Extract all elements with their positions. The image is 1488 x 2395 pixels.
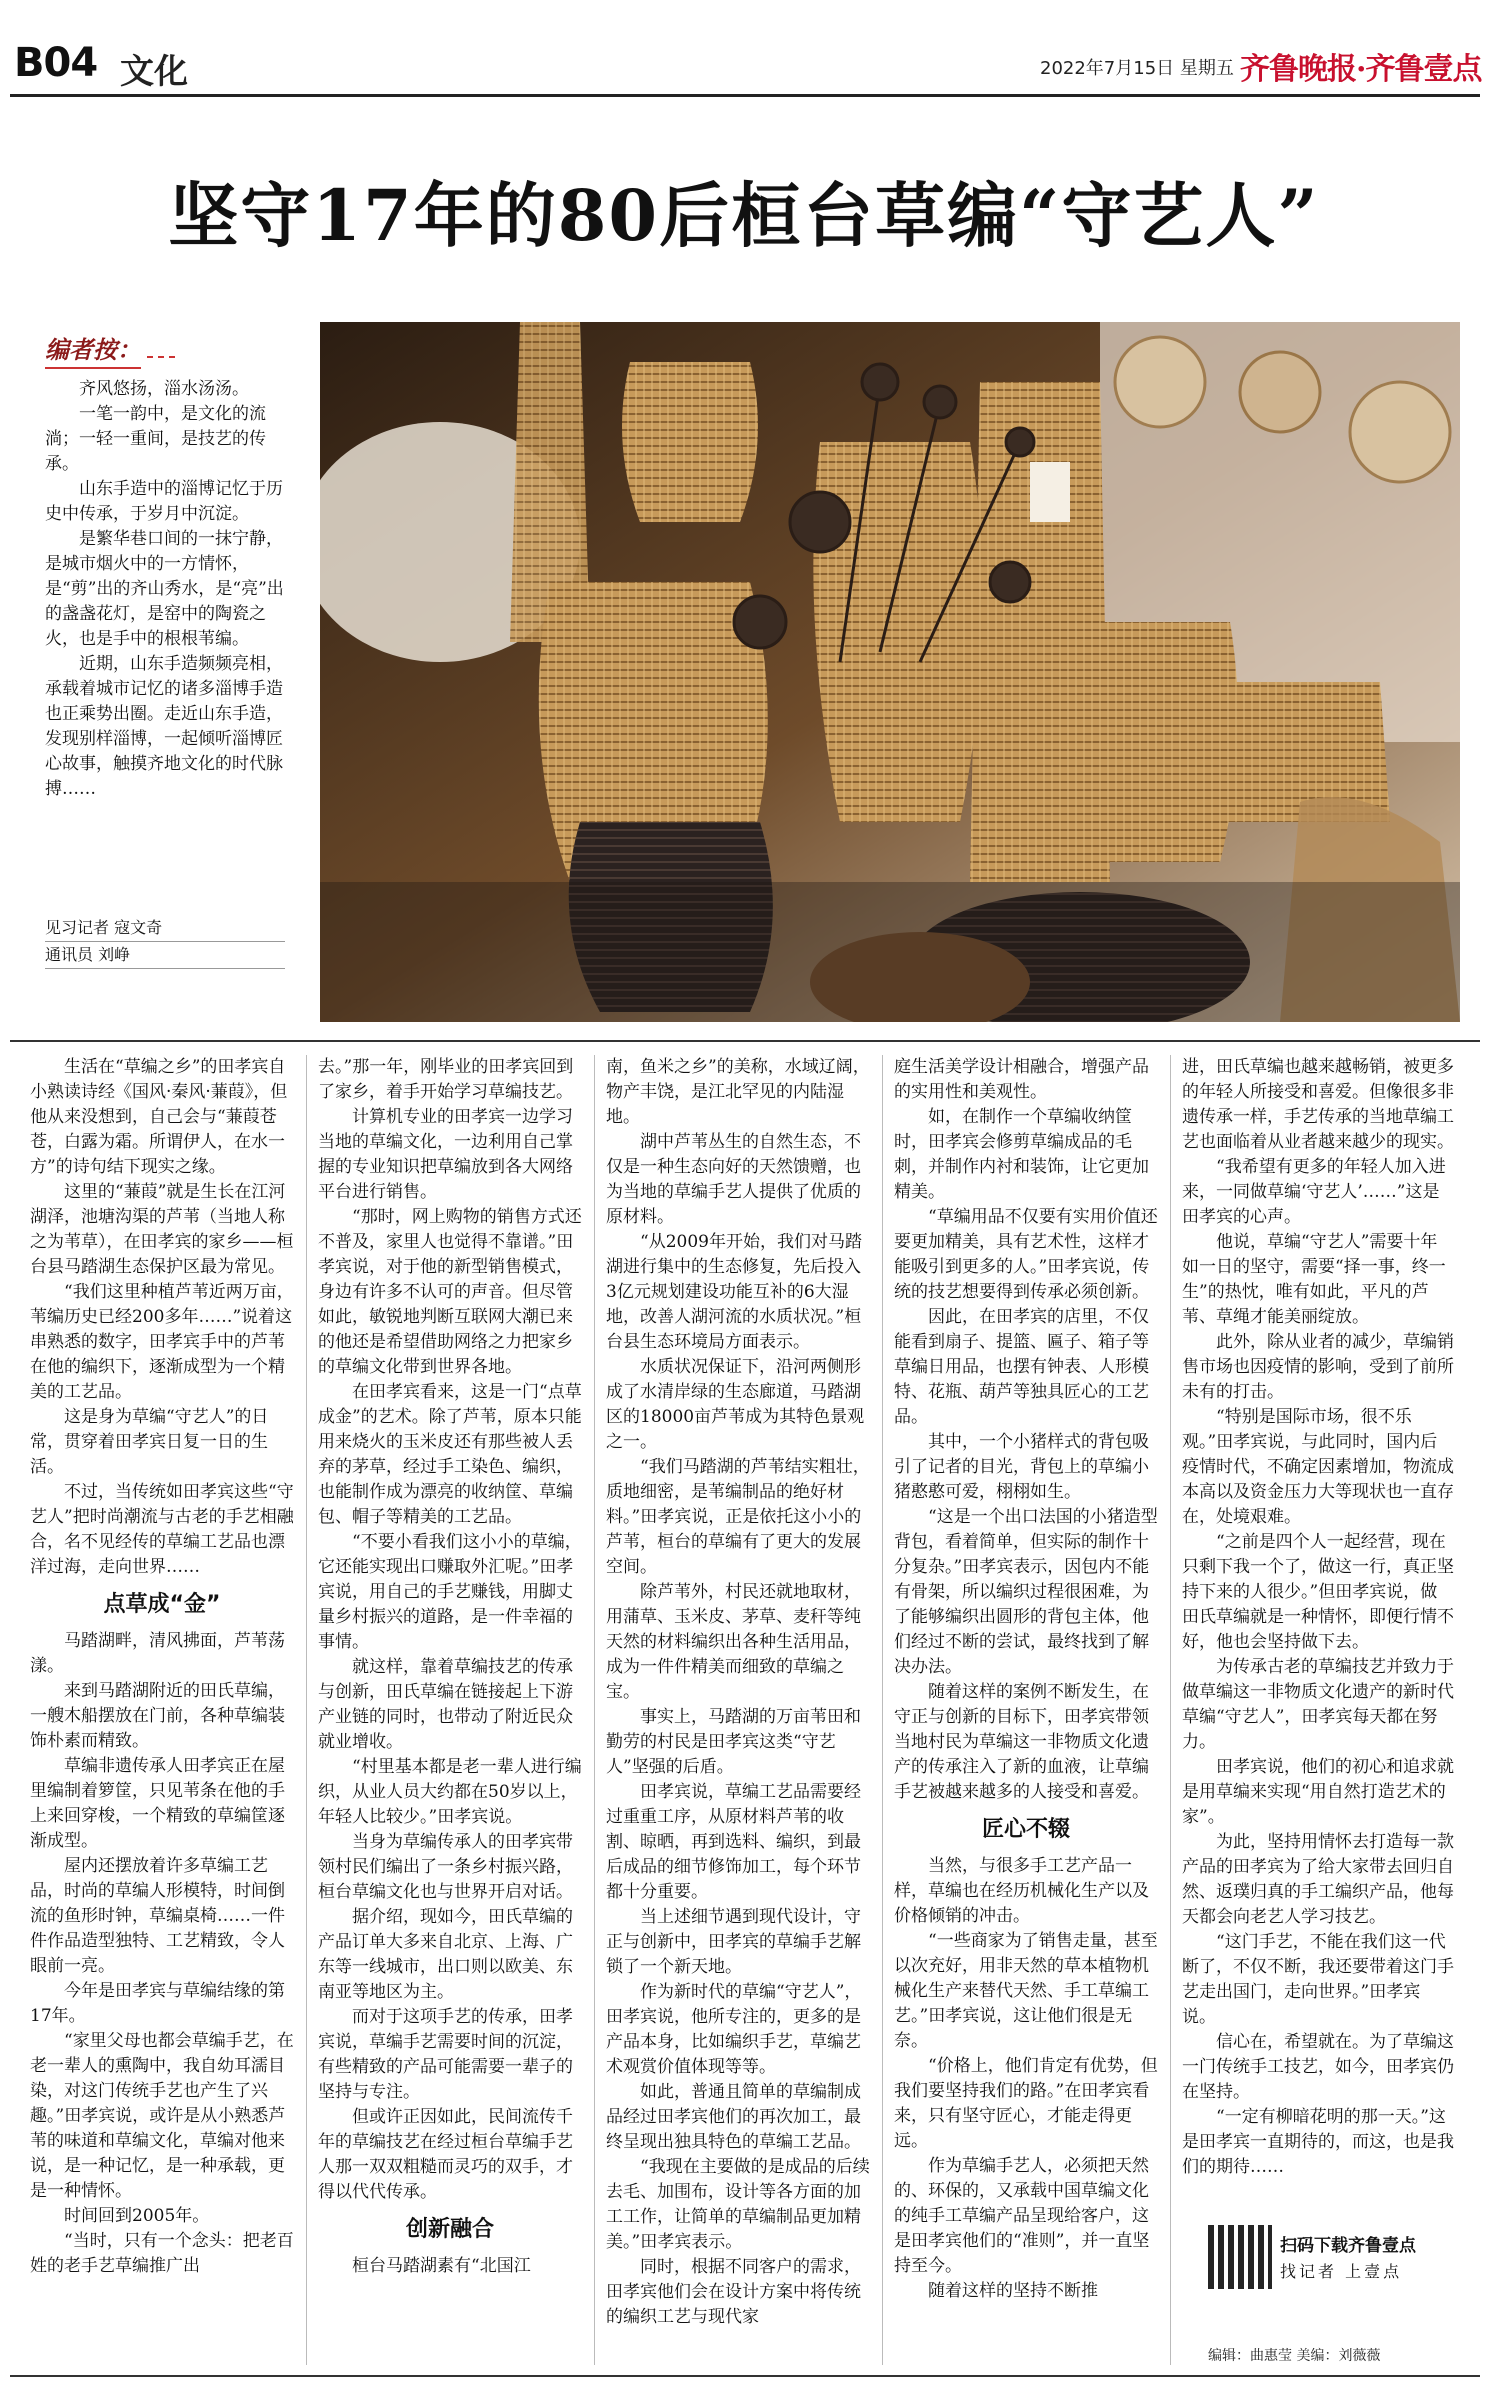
article-paragraph: 马踏湖畔，清风拂面，芦苇荡漾。 (30, 1631, 285, 1676)
reporter-credit: 见习记者 寇文奇 (45, 915, 285, 942)
article-paragraph: 湖中芦苇丛生的自然生态，不仅是一种生态向好的天然馈赠，也为当地的草编手艺人提供了优质的原材料。 (606, 1132, 861, 1227)
article-paragraph: 如，在制作一个草编收纳筐时，田孝宾会修剪草编成品的毛刺，并制作内衬和装饰，让它更加精美。 (894, 1107, 1149, 1202)
article-paragraph: “村里基本都是老一辈人进行编织，从业人员大约都在50岁以上，年轻人比较少。”田孝宾说。 (318, 1757, 582, 1827)
article-paragraph: 屋内还摆放着许多草编工艺品，时尚的草编人形模特，时间倒流的鱼形时钟，草编桌椅……一件件作品造型独特、工艺精致，令人眼前一亮。 (30, 1856, 285, 1976)
column-divider (1170, 1055, 1171, 2365)
article-paragraph: 当身为草编传承人的田孝宾带领村民们编出了一条乡村振兴路，桓台草编文化也与世界开启对话。 (318, 1832, 573, 1902)
editor-note-paragraph: 近期，山东手造频频亮相，承载着城市记忆的诸多淄博手造也正乘势出圈。走近山东手造，发现别样淄博，一起倾听淄博匠心故事，触摸齐地文化的时代脉搏…… (45, 654, 283, 799)
article-column-2 (318, 1055, 582, 2279)
section-name: 文化 (120, 52, 188, 92)
article-paragraph: 这里的“蒹葭”就是生长在江河湖泽，池塘沟渠的芦苇（当地人称之为苇草），在田孝宾的家乡——桓台县马踏湖生态保护区最为常见。 (30, 1182, 294, 1277)
article-paragraph: 当上述细节遇到现代设计，守正与创新中，田孝宾的草编手艺解锁了一个新天地。 (606, 1907, 861, 1977)
article-paragraph: 因此，在田孝宾的店里，不仅能看到扇子、提篮、匾子、箱子等草编日用品，也摆有钟表、人形模特、花瓶、葫芦等独具匠心的工艺品。 (894, 1307, 1149, 1427)
article-paragraph: 庭生活美学设计相融合，增强产品的实用性和美观性。 (894, 1057, 1149, 1102)
article-paragraph: 而对于这项手艺的传承，田孝宾说，草编手艺需要时间的沉淀，有些精致的产品可能需要一辈子的坚持与专注。 (318, 2007, 573, 2102)
article-paragraph: 生活在“草编之乡”的田孝宾自小熟读诗经《国风·秦风·蒹葭》，但他从来没想到，自己会与“蒹葭苍苍，白露为霜。所谓伊人，在水一方”的诗句结下现实之缘。 (30, 1057, 288, 1177)
article-column-1 (30, 1055, 294, 2279)
article-paragraph: 作为草编手艺人，必须把天然的、环保的，又承载中国草编文化的纯手工草编产品呈现给客户，这是田孝宾他们的“准则”，并一直坚持至今。 (894, 2156, 1150, 2276)
article-photo (320, 322, 1460, 1022)
article-paragraph: “我们这里种植芦苇近两万亩，苇编历史已经200多年……”说着这串熟悉的数字，田孝宾手中的芦苇在他的编织下，逐渐成型为一个精美的工艺品。 (30, 1282, 294, 1402)
editor-note-paragraph: 一笔一韵中，是文化的流淌；一轻一重间，是技艺的传承。 (45, 404, 266, 474)
article-paragraph: 这是身为草编“守艺人”的日常，贯穿着田孝宾日复一日的生活。 (30, 1407, 269, 1477)
article-paragraph: 据介绍，现如今，田氏草编的产品订单大多来自北京、上海、广东等一线城市，出口则以欧美、东南亚等地区为主。 (318, 1907, 573, 2002)
article-paragraph: 此外，除从业者的减少，草编销售市场也因疫情的影响，受到了前所未有的打击。 (1182, 1332, 1454, 1402)
qr-title: 扫码下载齐鲁壹点 (1280, 2236, 1416, 2256)
article-paragraph: 计算机专业的田孝宾一边学习当地的草编文化，一边利用自己掌握的专业知识把草编放到各大网络平台进行销售。 (318, 1107, 573, 1202)
article-paragraph: “不要小看我们这小小的草编，它还能实现出口赚取外汇呢。”田孝宾说，用自己的手艺赚钱，用脚丈量乡村振兴的道路，是一件幸福的事情。 (318, 1532, 582, 1652)
article-paragraph: “一些商家为了销售走量，甚至以次充好，用非天然的草本植物机械化生产来替代天然、手工草编工艺。”田孝宾说，这让他们很是无奈。 (894, 1931, 1158, 2051)
article-paragraph: 信心在，希望就在。为了草编这一门传统手工技艺，如今，田孝宾仍在坚持。 (1182, 2032, 1454, 2102)
article-paragraph: 随着这样的坚持不断推 (928, 2281, 1098, 2301)
article-paragraph: “我们马踏湖的芦苇结实粗壮，质地细密，是苇编制品的绝好材料。”田孝宾说，正是依托这小小的芦苇，桓台的草编有了更大的发展空间。 (606, 1457, 870, 1577)
editor-note-label: 编者按： (45, 330, 141, 369)
qr-code-icon[interactable] (1208, 2225, 1272, 2289)
article-paragraph: 他说，草编“守艺人”需要十年如一日的坚守，需要“择一事，终一生”的热忱，唯有如此，平凡的芦苇、草绳才能美丽绽放。 (1182, 1232, 1446, 1327)
qr-subtitle: 找记者 上壹点 (1280, 2262, 1403, 2281)
article-paragraph: 除芦苇外，村民还就地取材，用蒲草、玉米皮、茅草、麦秆等纯天然的材料编织出各种生活用品，成为一件件精美而细致的草编之宝。 (606, 1582, 861, 1702)
editor-note-paragraph: 是繁华巷口间的一抹宁静，是城市烟火中的一方情怀，是“剪”出的齐山秀水，是“亮”出的盏盏花灯，是窑中的陶瓷之火，也是手中的根根苇编。 (45, 529, 284, 649)
article-column-4 (894, 1055, 1158, 2304)
article-paragraph: 就这样，靠着草编技艺的传承与创新，田氏草编在链接起上下游产业链的同时，也带动了附近民众就业增收。 (318, 1657, 573, 1752)
editor-note-paragraph: 齐风悠扬，淄水汤汤。 (79, 379, 249, 399)
column-divider (882, 1055, 883, 2365)
subheading: 点草成“金” (103, 1592, 221, 1617)
article-paragraph: 不过，当传统如田孝宾这些“守艺人”把时尚潮流与古老的手艺相融合，名不见经传的草编工艺品也漂洋过海，走向世界…… (30, 1482, 294, 1577)
column-divider (594, 1055, 595, 2365)
qr-download-box[interactable] (1208, 2225, 1478, 2315)
subheading: 创新融合 (405, 2217, 494, 2242)
article-paragraph: 南，鱼米之乡”的美称，水域辽阔，物产丰饶，是江北罕见的内陆湿地。 (606, 1057, 870, 1127)
article-paragraph: 田孝宾说，他们的初心和追求就是用草编来实现“用自然打造艺术的家”。 (1182, 1757, 1454, 1827)
column-divider (306, 1055, 307, 2365)
article-paragraph: “一定有柳暗花明的那一天。”这是田孝宾一直期待的，而这，也是我们的期待…… (1182, 2107, 1454, 2177)
page-header (0, 0, 1488, 90)
section-rule (10, 1040, 1480, 1042)
article-paragraph: 来到马踏湖附近的田氏草编，一艘木船摆放在门前，各种草编装饰朴素而精致。 (30, 1681, 285, 1751)
article-paragraph: “我现在主要做的是成品的后续去毛、加围布，设计等各方面的加工工作，让简单的草编制品更加精美。”田孝宾表示。 (606, 2157, 870, 2252)
article-paragraph: 同时，根据不同客户的需求，田孝宾他们会在设计方案中将传统的编织工艺与现代家 (606, 2257, 861, 2327)
article-paragraph: 如此，普通且简单的草编制成品经过田孝宾他们的再次加工，最终呈现出独具特色的草编工艺品。 (606, 2082, 861, 2152)
article-column-3 (606, 1055, 870, 2330)
header-rule (10, 94, 1480, 97)
article-paragraph: 作为新时代的草编“守艺人”，田孝宾说，他所专注的，更多的是产品本身，比如编织手艺，草编艺术观赏价值体现等等。 (606, 1982, 862, 2077)
label-underline (147, 356, 175, 358)
editor-credits: 编辑：曲惠莹 美编：刘薇薇 (1208, 2348, 1381, 2364)
article-headline: 坚守17年的80后桓台草编“守艺人” (168, 174, 1320, 257)
editor-note-paragraph: 山东手造中的淄博记忆于历史中传承，于岁月中沉淀。 (45, 479, 283, 524)
article-paragraph: “特别是国际市场，很不乐观。”田孝宾说，与此同时，国内后疫情时代，不确定因素增加，物流成本高以及资金压力大等现状也一直存在，处境艰难。 (1182, 1407, 1454, 1527)
footer-rule (10, 2375, 1480, 2377)
byline (45, 915, 285, 969)
article-paragraph: 事实上，马踏湖的万亩苇田和勤劳的村民是田孝宾这类“守艺人”坚强的后盾。 (606, 1707, 861, 1777)
article-paragraph: 今年是田孝宾与草编结缘的第17年。 (30, 1981, 285, 2026)
article-paragraph: 时间回到2005年。 (64, 2206, 210, 2226)
article-paragraph: 桓台马踏湖素有“北国江 (352, 2256, 531, 2276)
article-paragraph: “这门手艺，不能在我们这一代断了，不仅不断，我还要带着这门手艺走出国门，走向世界。”田孝宾说。 (1182, 1932, 1454, 2027)
article-paragraph: “这是一个出口法国的小猪造型背包，看着简单，但实际的制作十分复杂。”田孝宾表示，因包内不能有骨架，所以编织过程很困难，为了能够编织出圆形的背包主体，他们经过不断的尝试，最终找到了解决办法。 (894, 1507, 1158, 1677)
editor-note-label-wrap (45, 330, 285, 377)
article-paragraph: “草编用品不仅要有实用价值还要更加精美，具有艺术性，这样才能吸引到更多的人。”田孝宾说，传统的技艺想要得到传承必须创新。 (894, 1207, 1158, 1302)
page-number: B04 (14, 40, 98, 86)
article-paragraph: 在田孝宾看来，这是一门“点草成金”的艺术。除了芦苇，原本只能用来烧火的玉米皮还有那些被人丢弃的茅草，经过手工染色、编织，也能制作成为漂亮的收纳筐、草编包、帽子等精美的工艺品。 (318, 1382, 582, 1527)
article-paragraph: 但或许正因如此，民间流传千年的草编技艺在经过桓台草编手艺人那一双双粗糙而灵巧的双手，才得以代代传承。 (318, 2107, 573, 2202)
editor-note (45, 330, 285, 802)
article-paragraph: 去。”那一年，刚毕业的田孝宾回到了家乡，着手开始学习草编技艺。 (318, 1057, 574, 1102)
article-paragraph: “当时，只有一个念头：把老百姓的老手艺草编推广出 (30, 2231, 294, 2276)
article-column-5 (1182, 1055, 1454, 2180)
article-paragraph: “家里父母也都会草编手艺，在老一辈人的熏陶中，我自幼耳濡目染，对这门传统手艺也产生了兴趣。”田孝宾说，或许是从小熟悉芦苇的味道和草编文化，草编对他来说，是一种记忆，是一种承载，更是一种情怀。 (30, 2031, 294, 2201)
newspaper-logo: 齐鲁晚报·齐鲁壹点 (1240, 52, 1482, 87)
article-paragraph: 水质状况保证下，沿河两侧形成了水清岸绿的生态廊道，马踏湖区的18000亩芦苇成为其特色景观之一。 (606, 1357, 865, 1452)
subheading: 匠心不辍 (981, 1817, 1070, 1842)
article-paragraph: 为传承古老的草编技艺并致力于做草编这一非物质文化遗产的新时代草编“守艺人”，田孝宾每天都在努力。 (1182, 1657, 1454, 1752)
article-paragraph: “那时，网上购物的销售方式还不普及，家里人也觉得不靠谱。”田孝宾说，对于他的新型销售模式，身边有许多不认可的声音。但尽管如此，敏锐地判断互联网大潮已来的他还是希望借助网络之力把家乡的草编文化带到世界各地。 (318, 1207, 582, 1377)
woven-crafts-photo (320, 322, 1460, 1022)
correspondent-credit: 通讯员 刘峥 (45, 942, 285, 969)
article-paragraph: 其中，一个小猪样式的背包吸引了记者的目光，背包上的草编小猪憨憨可爱，栩栩如生。 (894, 1432, 1149, 1502)
article-paragraph: “我希望有更多的年轻人加入进来，一同做草编‘守艺人’……”这是田孝宾的心声。 (1182, 1157, 1446, 1227)
issue-date: 2022年7月15日 星期五 (1040, 58, 1234, 79)
article-paragraph: 随着这样的案例不断发生，在守正与创新的目标下，田孝宾带领当地村民为草编这一非物质文化遗产的传承注入了新的血液，让草编手艺被越来越多的人接受和喜爱。 (894, 1682, 1149, 1802)
article-paragraph: 当然，与很多手工艺产品一样，草编也在经历机械化生产以及价格倾销的冲击。 (894, 1856, 1149, 1926)
article-paragraph: 为此，坚持用情怀去打造每一款产品的田孝宾为了给大家带去回归自然、返璞归真的手工编织产品，他每天都会向老艺人学习技艺。 (1182, 1832, 1454, 1927)
article-paragraph: “价格上，他们肯定有优势，但我们要坚持我们的路。”在田孝宾看来，只有坚守匠心，才能走得更远。 (894, 2056, 1158, 2151)
article-paragraph: 进，田氏草编也越来越畅销，被更多的年轻人所接受和喜爱。但像很多非遗传承一样，手艺传承的当地草编工艺也面临着从业者越来越少的现实。 (1182, 1057, 1454, 1152)
article-paragraph: 田孝宾说，草编工艺品需要经过重重工序，从原材料芦苇的收割、晾晒，再到选料、编织，到最后成品的细节修饰加工，每个环节都十分重要。 (606, 1782, 861, 1902)
article-paragraph: “之前是四个人一起经营，现在只剩下我一个了，做这一行，真正坚持下来的人很少。”但田孝宾说，做田氏草编就是一种情怀，即便行情不好，他也会坚持做下去。 (1182, 1532, 1454, 1652)
article-paragraph: “从2009年开始，我们对马踏湖进行集中的生态修复，先后投入3亿元规划建设功能互补的6大湿地，改善人湖河流的水质状况。”桓台县生态环境局方面表示。 (606, 1232, 862, 1352)
article-paragraph: 草编非遗传承人田孝宾正在屋里编制着箩筐，只见苇条在他的手上来回穿梭，一个精致的草编筐逐渐成型。 (30, 1756, 285, 1851)
